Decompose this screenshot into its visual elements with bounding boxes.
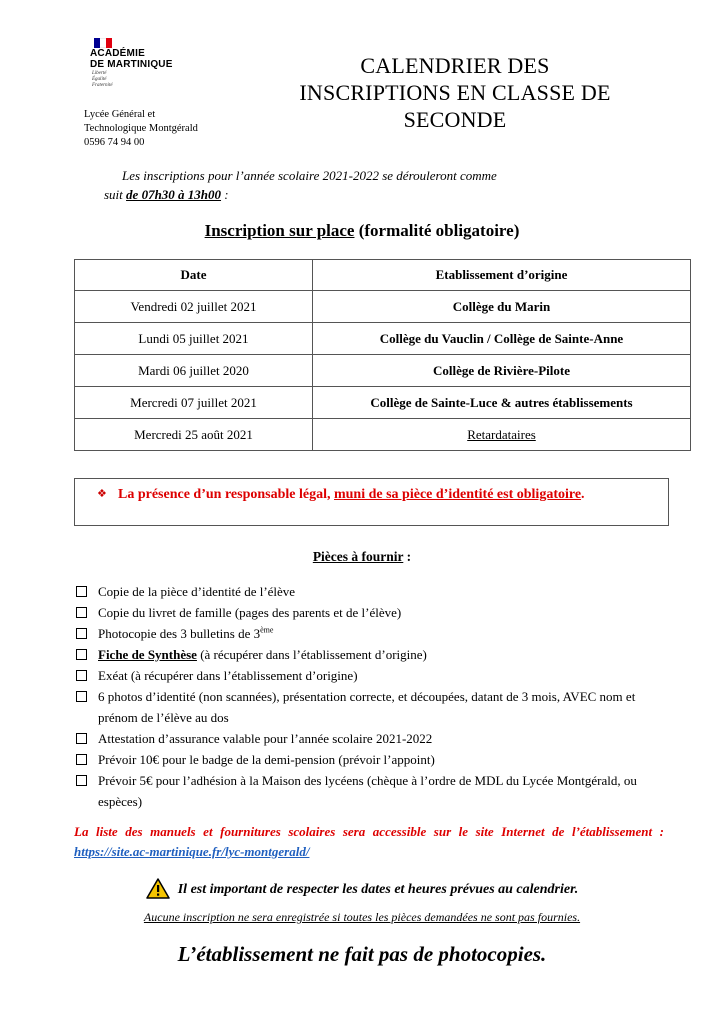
checkbox[interactable] bbox=[76, 754, 87, 765]
row-date: Mercredi 07 juillet 2021 bbox=[75, 387, 313, 419]
table-row bbox=[75, 387, 691, 419]
list-item: 6 photos d’identité (non scannées), présentation correcte, et découpées, datant de 3 mois, AVEC nom et prénom de l’élève au dos bbox=[76, 686, 676, 728]
checkbox[interactable] bbox=[76, 607, 87, 618]
logo-motto: Liberté Égalité Fraternité bbox=[92, 71, 113, 88]
pieces-checklist bbox=[76, 581, 676, 812]
final-statement: L’établissement ne fait pas de photocopies. bbox=[177, 942, 547, 966]
checkbox[interactable] bbox=[76, 691, 87, 702]
row-date: Mercredi 25 août 2021 bbox=[75, 419, 313, 451]
row-school: Collège du Marin bbox=[313, 291, 691, 323]
page-title: CALENDRIER DES INSCRIPTIONS EN CLASSE DE SECONDE bbox=[299, 53, 611, 132]
notice-text: La présence d’un responsable légal, muni de sa pièce d’identité est obligatoire. bbox=[118, 487, 585, 502]
school-name-2: Technologique Montgérald bbox=[84, 123, 198, 134]
list-item: Prévoir 5€ pour l’adhésion à la Maison des lycéens (chèque à l’ordre de MDL du Lycée Montgérald, ou espèces) bbox=[76, 770, 676, 812]
logo-line1: ACADÉMIE bbox=[90, 48, 145, 59]
table-header-row bbox=[75, 260, 691, 291]
list-item: Copie de la pièce d’identité de l’élève bbox=[76, 581, 676, 602]
diamond-bullet-icon: ❖ bbox=[97, 488, 107, 500]
row-school: Retardataires bbox=[313, 419, 691, 451]
list-item: Exéat (à récupérer dans l’établissement d’origine) bbox=[76, 665, 676, 686]
checkbox[interactable] bbox=[76, 733, 87, 744]
list-item: Photocopie des 3 bulletins de 3ème bbox=[76, 623, 676, 644]
row-school: Collège de Rivière-Pilote bbox=[313, 355, 691, 387]
intro-time: de 07h30 à 13h00 bbox=[126, 187, 222, 202]
list-item: Fiche de Synthèse (à récupérer dans l’établissement d’origine) bbox=[76, 644, 676, 665]
flag-icon bbox=[94, 38, 112, 48]
row-school: Collège de Sainte-Luce & autres établissements bbox=[313, 387, 691, 419]
table-row bbox=[75, 419, 691, 451]
logo-line2: DE MARTINIQUE bbox=[90, 59, 173, 70]
checkbox[interactable] bbox=[76, 628, 87, 639]
school-name-1: Lycée Général et bbox=[84, 109, 156, 120]
notice-box bbox=[74, 478, 669, 526]
list-item: Copie du livret de famille (pages des parents et de l’élève) bbox=[76, 602, 676, 623]
school-info bbox=[84, 108, 198, 150]
intro-text: Les inscriptions pour l’année scolaire 2021-2022 se dérouleront comme suit de 07h30 à 13h00 : bbox=[104, 168, 497, 202]
row-date: Vendredi 02 juillet 2021 bbox=[75, 291, 313, 323]
warning-line bbox=[0, 878, 724, 899]
table-row bbox=[75, 291, 691, 323]
manuels-notice: La liste des manuels et fournitures scolaires sera accessible sur le site Internet de l’établissement : https://site.ac-martinique.fr/lyc-montgerald/ bbox=[74, 824, 664, 859]
row-date: Lundi 05 juillet 2021 bbox=[75, 323, 313, 355]
checkbox[interactable] bbox=[76, 670, 87, 681]
list-item: Prévoir 10€ pour le badge de la demi-pension (prévoir l’appoint) bbox=[76, 749, 676, 770]
pieces-title: Pièces à fournir : bbox=[312, 549, 412, 564]
warning-subtext: Aucune inscription ne sera enregistrée si toutes les pièces demandées ne sont pas fournies. bbox=[143, 910, 581, 924]
checkbox[interactable] bbox=[76, 775, 87, 786]
checkbox[interactable] bbox=[76, 586, 87, 597]
table-row bbox=[75, 323, 691, 355]
row-date: Mardi 06 juillet 2020 bbox=[75, 355, 313, 387]
section-title: Inscription sur place (formalité obligatoire) bbox=[204, 221, 520, 240]
table-row bbox=[75, 355, 691, 387]
school-phone: 0596 74 94 00 bbox=[84, 137, 145, 148]
header-date: Date bbox=[75, 260, 313, 291]
schedule-table bbox=[74, 259, 691, 451]
row-school: Collège du Vauclin / Collège de Sainte-Anne bbox=[313, 323, 691, 355]
header-etablissement: Etablissement d’origine bbox=[313, 260, 691, 291]
list-item: Attestation d’assurance valable pour l’année scolaire 2021-2022 bbox=[76, 728, 676, 749]
checkbox[interactable] bbox=[76, 649, 87, 660]
warning-text: Il est important de respecter les dates et heures prévues au calendrier. bbox=[177, 882, 579, 897]
site-link[interactable]: https://site.ac-martinique.fr/lyc-montgerald/ bbox=[74, 844, 310, 859]
warning-icon bbox=[146, 878, 170, 899]
